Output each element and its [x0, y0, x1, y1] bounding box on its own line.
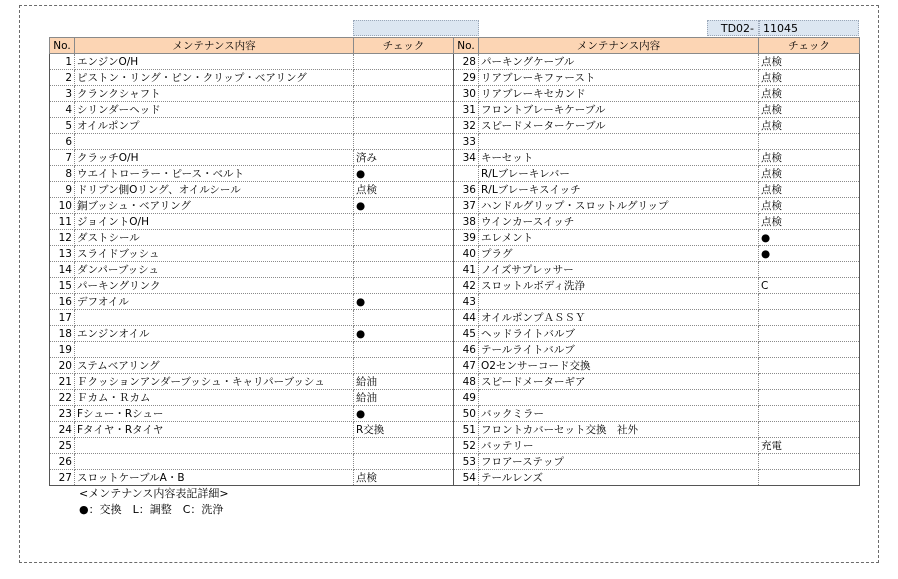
item-check: [354, 230, 454, 246]
item-content: テールライトバルブ: [479, 342, 759, 358]
item-check: 点検: [759, 70, 860, 86]
item-number: 28: [454, 54, 479, 70]
table-row: [50, 150, 860, 166]
item-number: 33: [454, 134, 479, 150]
item-content: シリンダーヘッド: [75, 102, 354, 118]
item-check: 済み: [354, 150, 454, 166]
item-check: 給油: [354, 390, 454, 406]
item-check: [759, 294, 860, 310]
item-check: 充電: [759, 438, 860, 454]
table-header-row: [50, 38, 860, 54]
table-row: [50, 374, 860, 390]
item-number: 23: [50, 406, 75, 422]
item-check: [354, 342, 454, 358]
item-number: 30: [454, 86, 479, 102]
item-number: 47: [454, 358, 479, 374]
item-content: ウインカースイッチ: [479, 214, 759, 230]
item-content: R/Lブレーキスイッチ: [479, 182, 759, 198]
item-check: 点検: [759, 86, 860, 102]
item-content: [75, 454, 354, 470]
item-check: [354, 102, 454, 118]
item-content: 銅ブッシュ・ベアリング: [75, 198, 354, 214]
item-number: 12: [50, 230, 75, 246]
item-number: 10: [50, 198, 75, 214]
table-row: [50, 230, 860, 246]
column-header-check: チェック: [759, 38, 860, 54]
item-content: スピードメーターギア: [479, 374, 759, 390]
item-content: エンジンオイル: [75, 326, 354, 342]
item-check: [759, 390, 860, 406]
item-check: [354, 214, 454, 230]
table-row: [50, 246, 860, 262]
item-number: 24: [50, 422, 75, 438]
blank-header-cell: [353, 20, 479, 36]
table-row: [50, 470, 860, 486]
item-check: 点検: [759, 150, 860, 166]
item-check: [759, 406, 860, 422]
item-check: [354, 438, 454, 454]
item-check: ●: [354, 406, 454, 422]
item-number: 37: [454, 198, 479, 214]
item-number: 13: [50, 246, 75, 262]
item-content: パーキングリンク: [75, 278, 354, 294]
item-check: [759, 326, 860, 342]
item-content: キーセット: [479, 150, 759, 166]
code-label-cell: TD02-: [707, 20, 759, 36]
table-row: [50, 390, 860, 406]
item-content: Fタイヤ・Rタイヤ: [75, 422, 354, 438]
item-content: [479, 294, 759, 310]
table-row: [50, 342, 860, 358]
item-check: [759, 262, 860, 278]
item-content: デフオイル: [75, 294, 354, 310]
item-check: [759, 454, 860, 470]
item-number: 29: [454, 70, 479, 86]
item-number: 16: [50, 294, 75, 310]
item-check: [759, 342, 860, 358]
item-content: スピードメーターケーブル: [479, 118, 759, 134]
item-number: 14: [50, 262, 75, 278]
table-row: [50, 166, 860, 182]
table-row: [50, 262, 860, 278]
item-content: ノイズサプレッサー: [479, 262, 759, 278]
item-number: 2: [50, 70, 75, 86]
item-check: ●: [354, 326, 454, 342]
table-row: [50, 406, 860, 422]
item-check: 点検: [759, 118, 860, 134]
item-number: 25: [50, 438, 75, 454]
item-check: ●: [759, 230, 860, 246]
item-check: R交換: [354, 422, 454, 438]
item-content: [479, 390, 759, 406]
item-check: [354, 278, 454, 294]
item-number: 5: [50, 118, 75, 134]
item-content: スロットケーブルA・B: [75, 470, 354, 486]
item-content: ダンパーブッシュ: [75, 262, 354, 278]
table-row: [50, 454, 860, 470]
column-header-no: No.: [50, 38, 75, 54]
item-number: 26: [50, 454, 75, 470]
item-check: C: [759, 278, 860, 294]
item-content: プラグ: [479, 246, 759, 262]
item-content: [75, 438, 354, 454]
item-content: バッテリー: [479, 438, 759, 454]
item-number: 49: [454, 390, 479, 406]
table-row: [50, 358, 860, 374]
item-content: ウエイトローラー・ピース・ベルト: [75, 166, 354, 182]
item-content: ドリブン側Oリング、オイルシール: [75, 182, 354, 198]
item-check: ●: [354, 198, 454, 214]
item-content: リアブレーキセカンド: [479, 86, 759, 102]
item-content: ステムベアリング: [75, 358, 354, 374]
item-number: 45: [454, 326, 479, 342]
item-check: [759, 422, 860, 438]
item-number: 8: [50, 166, 75, 182]
item-number: 15: [50, 278, 75, 294]
item-number: 20: [50, 358, 75, 374]
item-content: [75, 342, 354, 358]
item-content: [75, 134, 354, 150]
item-check: [759, 470, 860, 486]
item-content: オイルポンプＡＳＳＹ: [479, 310, 759, 326]
column-header-no: No.: [454, 38, 479, 54]
item-check: 点検: [354, 470, 454, 486]
item-number: 43: [454, 294, 479, 310]
item-number: 11: [50, 214, 75, 230]
item-content: ヘッドライトバルブ: [479, 326, 759, 342]
item-content: O2センサーコード交換: [479, 358, 759, 374]
item-number: 18: [50, 326, 75, 342]
item-number: 39: [454, 230, 479, 246]
item-content: バックミラー: [479, 406, 759, 422]
item-content: エンジンO/H: [75, 54, 354, 70]
item-number: 27: [50, 470, 75, 486]
table-row: [50, 310, 860, 326]
item-check: [354, 70, 454, 86]
item-check: [354, 86, 454, 102]
item-content: R/Lブレーキレバー: [479, 166, 759, 182]
table-row: [50, 438, 860, 454]
table-row: [50, 54, 860, 70]
item-number: 3: [50, 86, 75, 102]
table-row: [50, 118, 860, 134]
item-number: 42: [454, 278, 479, 294]
item-number: 7: [50, 150, 75, 166]
item-content: Ｆクッションアンダーブッシュ・キャリパーブッシュ: [75, 374, 354, 390]
table-row: [50, 326, 860, 342]
item-check: 点検: [354, 182, 454, 198]
item-check: [354, 134, 454, 150]
item-content: ダストシール: [75, 230, 354, 246]
item-check: 点検: [759, 198, 860, 214]
item-content: [479, 134, 759, 150]
item-check: [759, 374, 860, 390]
legend-items: ●：交換 L：調整 C：洗浄: [79, 503, 224, 516]
item-content: スロットルボディ洗浄: [479, 278, 759, 294]
legend-title: <メンテナンス内容表記詳細>: [79, 487, 229, 500]
item-number: 31: [454, 102, 479, 118]
column-header-check: チェック: [354, 38, 454, 54]
item-content: フロアーステップ: [479, 454, 759, 470]
item-content: スライドブッシュ: [75, 246, 354, 262]
item-check: [354, 246, 454, 262]
item-number: 36: [454, 182, 479, 198]
table-row: [50, 182, 860, 198]
item-number: 50: [454, 406, 479, 422]
item-check: 点検: [759, 214, 860, 230]
item-number: 53: [454, 454, 479, 470]
table-row: [50, 134, 860, 150]
item-number: 6: [50, 134, 75, 150]
item-number: 17: [50, 310, 75, 326]
item-content: フロントブレーキケーブル: [479, 102, 759, 118]
item-number: [454, 166, 479, 182]
item-number: 21: [50, 374, 75, 390]
item-content: Fシュー・Rシュー: [75, 406, 354, 422]
column-header-content: メンテナンス内容: [479, 38, 759, 54]
item-check: [759, 358, 860, 374]
item-content: クラッチO/H: [75, 150, 354, 166]
item-number: 9: [50, 182, 75, 198]
item-check: 点検: [759, 54, 860, 70]
table-row: [50, 214, 860, 230]
item-check: [354, 54, 454, 70]
item-check: [354, 262, 454, 278]
table-row: [50, 86, 860, 102]
item-check: ●: [354, 294, 454, 310]
item-content: Ｆカム・Ｒカム: [75, 390, 354, 406]
item-number: 34: [454, 150, 479, 166]
item-number: 4: [50, 102, 75, 118]
item-content: リアブレーキファースト: [479, 70, 759, 86]
item-number: 22: [50, 390, 75, 406]
table-row: [50, 422, 860, 438]
item-check: 点検: [759, 166, 860, 182]
item-content: オイルポンプ: [75, 118, 354, 134]
item-content: [75, 310, 354, 326]
table-row: [50, 102, 860, 118]
item-check: [354, 310, 454, 326]
item-number: 52: [454, 438, 479, 454]
code-value-cell: 11045: [759, 20, 859, 36]
item-number: 40: [454, 246, 479, 262]
item-content: ジョイントO/H: [75, 214, 354, 230]
item-check: [759, 134, 860, 150]
table-row: [50, 278, 860, 294]
column-header-content: メンテナンス内容: [75, 38, 354, 54]
item-check: 点検: [759, 182, 860, 198]
item-check: [354, 118, 454, 134]
item-check: 点検: [759, 102, 860, 118]
table-row: [50, 198, 860, 214]
item-number: 54: [454, 470, 479, 486]
item-content: エレメント: [479, 230, 759, 246]
table-row: [50, 294, 860, 310]
item-check: 給油: [354, 374, 454, 390]
item-number: 44: [454, 310, 479, 326]
item-number: 38: [454, 214, 479, 230]
item-content: パーキングケーブル: [479, 54, 759, 70]
item-number: 1: [50, 54, 75, 70]
item-check: [354, 454, 454, 470]
item-content: ハンドルグリップ・スロットルグリップ: [479, 198, 759, 214]
item-content: クランクシャフト: [75, 86, 354, 102]
item-number: 51: [454, 422, 479, 438]
item-number: 19: [50, 342, 75, 358]
maintenance-table: [49, 37, 860, 486]
item-number: 46: [454, 342, 479, 358]
item-number: 32: [454, 118, 479, 134]
item-content: フロントカバーセット交換 社外: [479, 422, 759, 438]
table-row: [50, 70, 860, 86]
item-check: ●: [354, 166, 454, 182]
item-number: 41: [454, 262, 479, 278]
item-check: [354, 358, 454, 374]
item-check: [759, 310, 860, 326]
item-content: ピストン・リング・ピン・クリップ・ベアリング: [75, 70, 354, 86]
item-check: ●: [759, 246, 860, 262]
item-content: テールレンズ: [479, 470, 759, 486]
item-number: 48: [454, 374, 479, 390]
